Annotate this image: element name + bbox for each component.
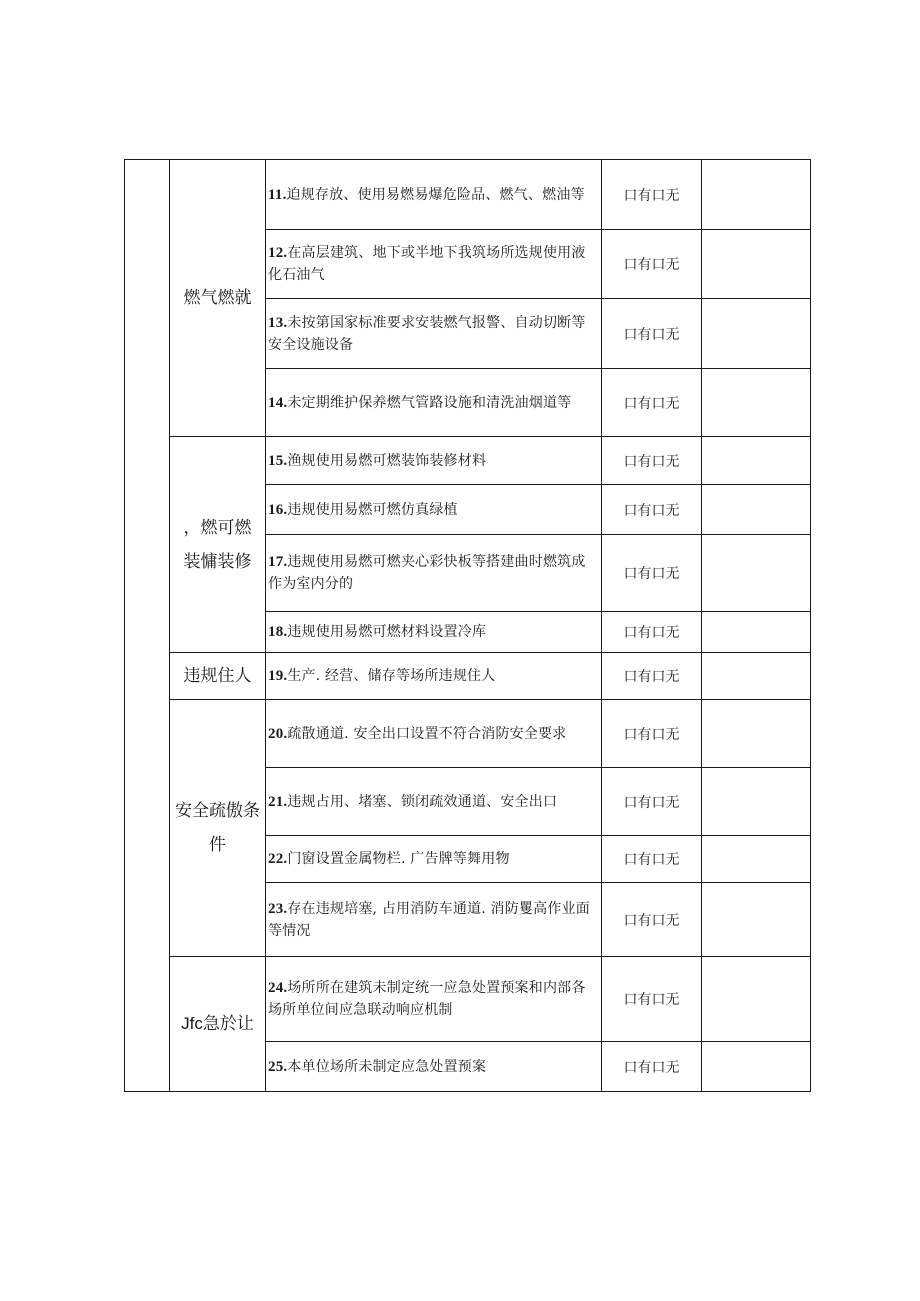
status-checkbox-cell[interactable]: 口有口无 [602, 437, 702, 485]
category-cell: 燃气燃就 [170, 160, 266, 437]
status-checkbox-cell[interactable]: 口有口无 [602, 883, 702, 957]
remark-cell[interactable] [702, 1042, 811, 1092]
item-cell [266, 768, 602, 836]
table-row [125, 160, 811, 230]
category-cell: ，燃可燃装慵装修 [170, 437, 266, 653]
status-checkbox-cell[interactable]: 口有口无 [602, 700, 702, 768]
item-cell [266, 883, 602, 957]
item-number: 18. [268, 624, 288, 640]
item-text: 本单位场所未制定应急处置预案 [287, 1058, 487, 1075]
remark-cell[interactable] [702, 700, 811, 768]
item-text: 违规使用易燃可燃材料设置冷库 [287, 624, 487, 640]
remark-cell[interactable] [702, 485, 811, 535]
item-number: 17. [268, 554, 288, 570]
item-number: 25. [268, 1058, 288, 1075]
status-checkbox-cell[interactable]: 口有口无 [602, 957, 702, 1042]
category-cell: 安全疏傲条件 [170, 700, 266, 957]
category-cell: Jfc急於让 [170, 957, 266, 1092]
table-row [125, 653, 811, 700]
item-cell [266, 437, 602, 485]
status-checkbox-cell[interactable]: 口有口无 [602, 299, 702, 369]
status-checkbox-cell[interactable]: 口有口无 [602, 1042, 702, 1092]
remark-cell[interactable] [702, 768, 811, 836]
remark-cell[interactable] [702, 369, 811, 437]
table-row [125, 437, 811, 485]
item-number: 15. [268, 452, 288, 469]
item-cell [266, 485, 602, 535]
remark-cell[interactable] [702, 230, 811, 299]
item-cell [266, 653, 602, 700]
remark-cell[interactable] [702, 653, 811, 700]
item-cell [266, 1042, 602, 1092]
category-cell: 违规住人 [170, 653, 266, 700]
remark-cell[interactable] [702, 437, 811, 485]
item-number: 19. [268, 668, 288, 684]
item-number: 21. [268, 793, 288, 810]
status-checkbox-cell[interactable]: 口有口无 [602, 230, 702, 299]
item-cell [266, 700, 602, 768]
item-cell [266, 369, 602, 437]
item-text: 生产. 经营、储存等场所违规住人 [287, 668, 496, 684]
item-text: 疏散通道. 安全出口设置不符合消防安全要求 [287, 725, 567, 742]
remark-cell[interactable] [702, 299, 811, 369]
status-checkbox-cell[interactable]: 口有口无 [602, 160, 702, 230]
item-cell [266, 957, 602, 1042]
item-text: 门窗设置金属物栏. 广告牌等舞用物 [287, 851, 510, 867]
item-cell [266, 612, 602, 653]
item-cell [266, 299, 602, 369]
item-text: 存在违规培塞, 占用消防车通道. 消防矍高作业面等情况 [268, 900, 590, 939]
table-row [125, 957, 811, 1042]
blank-index-cell [125, 160, 170, 1092]
item-text: 迫规存放、使用易燃易爆危险品、燃气、燃油等 [286, 186, 585, 203]
item-text: 违规使用易燃可燃夹心彩快板等搭建曲时燃筑成作为室内分的 [268, 554, 586, 592]
item-text: 未按第国家标准要求安装燃气报警、自动切断等安全设施设备 [268, 314, 586, 353]
remark-cell[interactable] [702, 160, 811, 230]
item-number: 13. [268, 314, 288, 331]
item-text: 在高层建筑、地下或半地下我筑场所选规使用液化石油气 [268, 245, 586, 283]
status-checkbox-cell[interactable]: 口有口无 [602, 768, 702, 836]
status-checkbox-cell[interactable]: 口有口无 [602, 836, 702, 883]
item-number: 14. [268, 394, 288, 411]
item-number: 16. [268, 501, 288, 518]
item-number: 12. [268, 245, 288, 261]
item-text: 未定期维护保养燃气管路设施和清洗油烟道等 [287, 394, 572, 411]
item-number: 20. [268, 725, 288, 742]
remark-cell[interactable] [702, 957, 811, 1042]
item-number: 23. [268, 900, 288, 917]
remark-cell[interactable] [702, 883, 811, 957]
item-number: 11. [268, 186, 287, 203]
item-number: 22. [268, 851, 288, 867]
remark-cell[interactable] [702, 535, 811, 612]
item-text: 违规占用、堵塞、锁闭疏效通道、安全出口 [287, 793, 558, 810]
status-checkbox-cell[interactable]: 口有口无 [602, 535, 702, 612]
item-cell [266, 160, 602, 230]
status-checkbox-cell[interactable]: 口有口无 [602, 369, 702, 437]
item-number: 24. [268, 980, 288, 996]
item-cell [266, 230, 602, 299]
item-text: 违规使用易燃可燃仿真绿植 [287, 501, 458, 518]
item-cell [266, 836, 602, 883]
status-checkbox-cell[interactable]: 口有口无 [602, 485, 702, 535]
item-cell [266, 535, 602, 612]
table-row [125, 700, 811, 768]
status-checkbox-cell[interactable]: 口有口无 [602, 653, 702, 700]
item-text: 场所所在建筑未制定统一应急处置预案和内部各场所单位间应急联动响应机制 [268, 980, 586, 1018]
item-text: 渔规使用易燃可燃装饰装修材料 [287, 452, 487, 469]
remark-cell[interactable] [702, 836, 811, 883]
inspection-table [124, 159, 811, 1092]
status-checkbox-cell[interactable]: 口有口无 [602, 612, 702, 653]
remark-cell[interactable] [702, 612, 811, 653]
